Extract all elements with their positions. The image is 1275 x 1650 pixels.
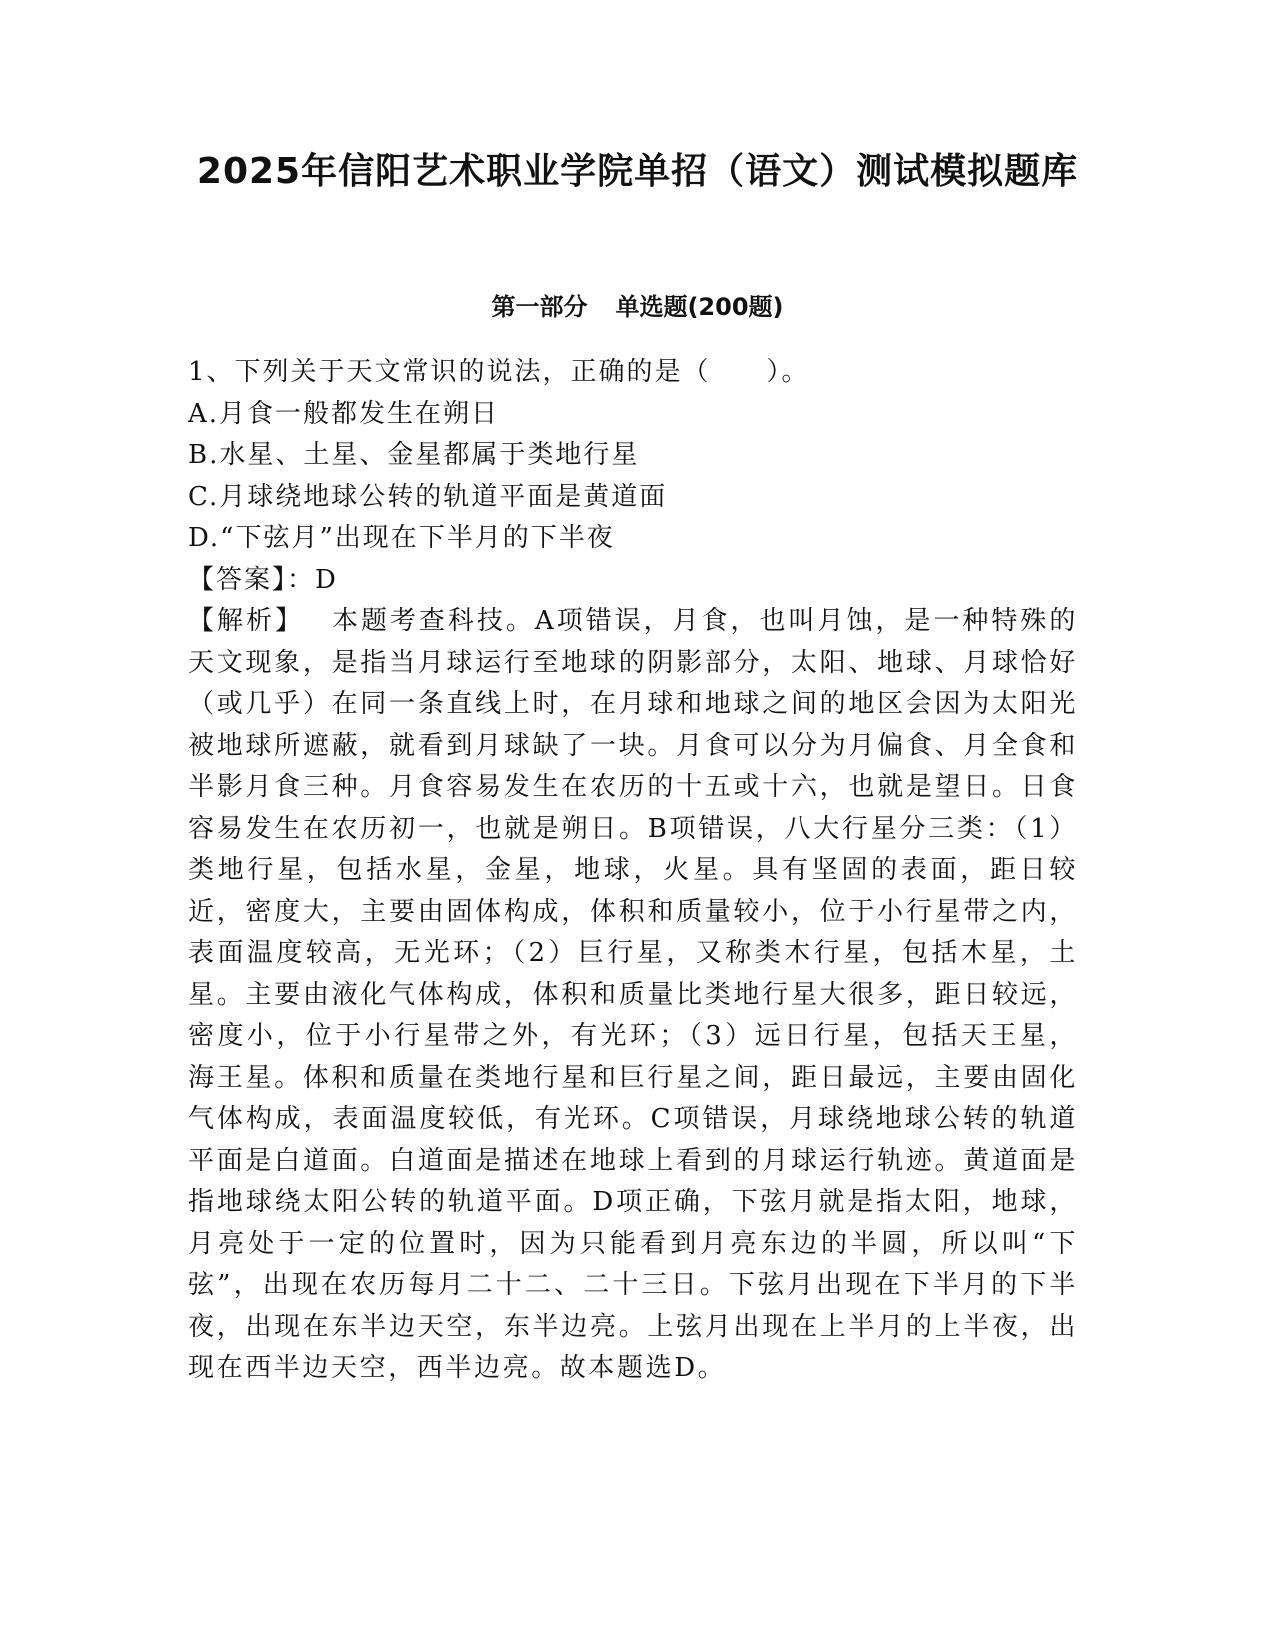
answer-line: 【答案】：D <box>188 564 338 595</box>
section-part-label: 第一部分 <box>491 293 588 321</box>
analysis-paragraph <box>188 601 1078 1390</box>
question-block <box>188 352 1078 1390</box>
option-b: B.水星、土星、金星都属于类地行星 <box>188 440 640 470</box>
option-d: D.“下弦月”出现在下半月的下半夜 <box>188 523 615 553</box>
section-name-label: 单选题(200题) <box>615 293 784 321</box>
option-a: A.月食一般都发生在朔日 <box>188 398 500 429</box>
analysis-text: 本题考查科技。A项错误，月食，也叫月蚀，是一种特殊的天文现象，是指当月球运行至地球的阴影部分，太阳、地球、月球恰好（或几乎）在同一条直线上时，在月球和地球之间的地区会因为太阳光被地球所遮蔽，就看到月球缺了一块。月食可以分为月偏食、月全食和半影月食三种。月食容易发生在农历的十五或十六，也就是望日。日食容易发生在农历初一，也就是朔日。B项错误，八大行星分三类：（1）类地行星，包括水星，金星，地球，火星。具有坚固的表面，距日较近，密度大，主要由固体构成，体积和质量较小，位于小行星带之内，表面温度较高，无光环；（2）巨行星，又称类木行星，包括木星，土星。主要由液化气体构成，体积和质量比类地行星大很多，距日较远，密度小，位于小行星带之外，有光环；（3）远日行星，包括天王星，海王星。体积和质量在类地行星和巨行星之间，距日最远，主要由固化气体构成，表面温度较低，有光环。C项错误，月球绕地球公转的轨道平面是白道面。白道面是描述在地球上看到的月球运行轨迹。黄道面是指地球绕太阳公转的轨道平面。D项正确，下弦月就是指太阳，地球，月亮处于一定的位置时，因为只能看到月亮东边的半圆，所以叫“下弦”，出现在农历每月二十二、二十三日。下弦月出现在下半月的下半夜，出现在东半边天空，东半边亮。上弦月出现在上半月的上半夜，出现在西半边天空，西半边亮。故本题选D。 <box>188 606 1078 1383</box>
analysis-label: 【解析】 <box>188 606 304 636</box>
document-title: 2025年信阳艺术职业学院单招（语文）测试模拟题库 <box>196 151 1079 192</box>
option-c: C.月球绕地球公转的轨道平面是黄道面 <box>188 481 668 512</box>
section-heading <box>0 290 1275 324</box>
question-stem: 1、下列关于天文常识的说法，正确的是（ ）。 <box>188 357 810 387</box>
